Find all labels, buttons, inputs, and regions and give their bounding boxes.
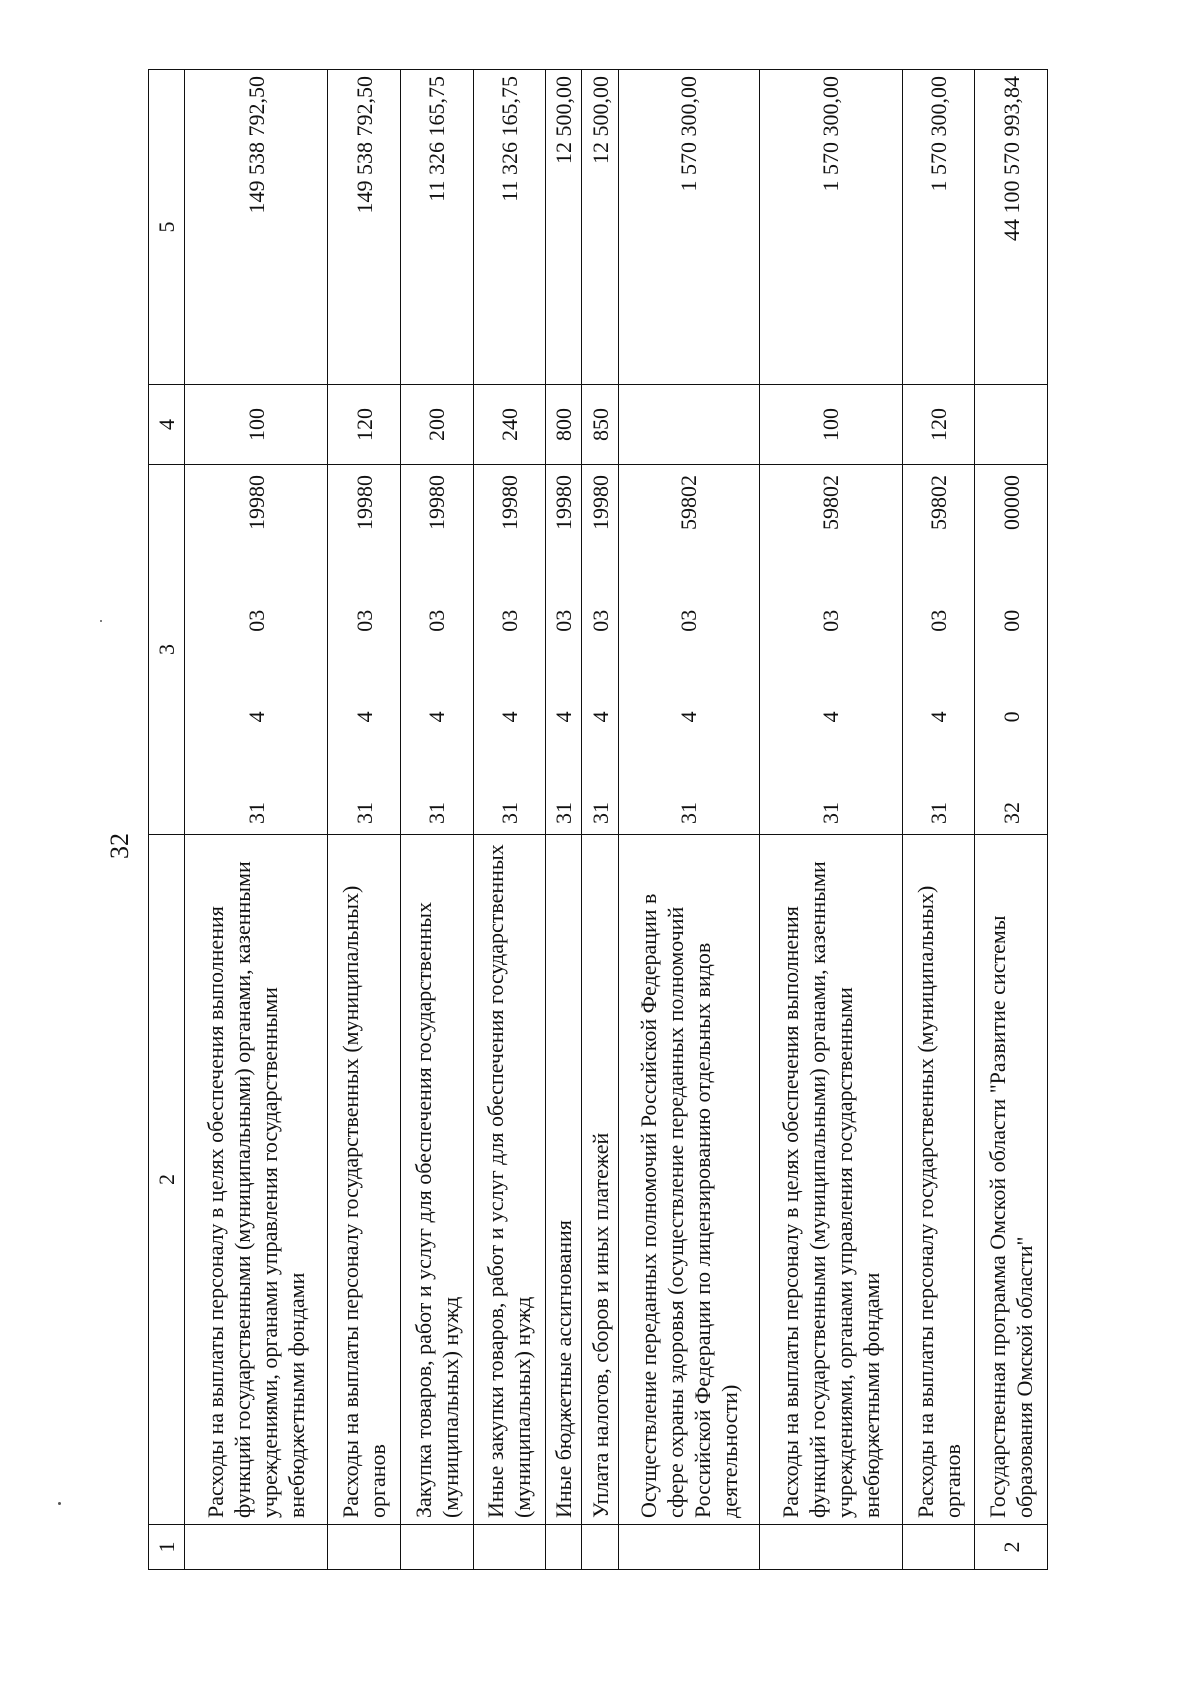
row-code bbox=[473, 465, 546, 835]
table-row bbox=[975, 70, 1048, 1570]
table-row bbox=[400, 70, 473, 1570]
code-part: 31 bbox=[351, 802, 377, 824]
row-amount: 12 500,00 bbox=[582, 70, 618, 385]
row-type: 100 bbox=[759, 385, 902, 465]
code-part: 19980 bbox=[496, 475, 522, 531]
row-number bbox=[618, 1525, 759, 1570]
row-amount: 1 570 300,00 bbox=[759, 70, 902, 385]
scan-speck bbox=[100, 620, 102, 622]
header-col-2: 2 bbox=[149, 835, 185, 1525]
code-part: 03 bbox=[676, 609, 702, 632]
table-row bbox=[473, 70, 546, 1570]
header-col-5: 5 bbox=[149, 70, 185, 385]
code-part: 59802 bbox=[676, 475, 702, 531]
code-part: 4 bbox=[926, 711, 952, 723]
row-name: Расходы на выплаты персоналу в целях обеспечения выполнения функций государственными (муниципальными) органами, казенными учреждениями, органами управления государственными внебюджетными фондами bbox=[185, 835, 328, 1525]
row-number: 2 bbox=[975, 1525, 1048, 1570]
row-amount: 11 326 165,75 bbox=[473, 70, 546, 385]
row-number bbox=[582, 1525, 618, 1570]
row-type bbox=[618, 385, 759, 465]
code-part: 4 bbox=[676, 711, 702, 723]
code-part: 31 bbox=[676, 802, 702, 824]
row-type: 100 bbox=[185, 385, 328, 465]
row-type: 800 bbox=[546, 385, 582, 465]
code-part: 31 bbox=[818, 802, 844, 824]
row-number bbox=[400, 1525, 473, 1570]
code-part: 0 bbox=[998, 711, 1024, 723]
code-part: 19980 bbox=[243, 475, 269, 531]
table-row bbox=[759, 70, 902, 1570]
row-number bbox=[759, 1525, 902, 1570]
row-type: 120 bbox=[328, 385, 401, 465]
row-name: Иные закупки товаров, работ и услуг для обеспечения государственных (муниципальных) нужд bbox=[473, 835, 546, 1525]
code-part: 31 bbox=[243, 802, 269, 824]
row-type: 850 bbox=[582, 385, 618, 465]
row-name: Расходы на выплаты персоналу в целях обеспечения выполнения функций государственными (муниципальными) органами, казенными учреждениями, органами управления государственными внебюджетными фондами bbox=[759, 835, 902, 1525]
row-code bbox=[546, 465, 582, 835]
row-name: Осуществление переданных полномочий Российской Федерации в сфере охраны здоровья (осуществление переданных полномочий Российской Федерации по лицензированию отдельных видов деятельности) bbox=[618, 835, 759, 1525]
rotated-table-wrapper bbox=[148, 70, 1048, 1570]
table-row bbox=[902, 70, 975, 1570]
code-part: 19980 bbox=[551, 475, 577, 531]
row-amount: 11 326 165,75 bbox=[400, 70, 473, 385]
code-part: 03 bbox=[551, 609, 577, 632]
row-code bbox=[328, 465, 401, 835]
header-col-1: 1 bbox=[149, 1525, 185, 1570]
code-part: 03 bbox=[926, 609, 952, 632]
row-type: 120 bbox=[902, 385, 975, 465]
budget-table bbox=[148, 69, 1048, 1570]
row-code bbox=[975, 465, 1048, 835]
row-code bbox=[618, 465, 759, 835]
row-number bbox=[328, 1525, 401, 1570]
row-number bbox=[902, 1525, 975, 1570]
code-part: 19980 bbox=[424, 475, 450, 531]
table-row bbox=[185, 70, 328, 1570]
row-amount: 44 100 570 993,84 bbox=[975, 70, 1048, 385]
row-code bbox=[902, 465, 975, 835]
row-amount: 149 538 792,50 bbox=[328, 70, 401, 385]
row-number bbox=[185, 1525, 328, 1570]
row-code bbox=[759, 465, 902, 835]
code-part: 4 bbox=[351, 711, 377, 723]
table-row bbox=[546, 70, 582, 1570]
code-part: 00 bbox=[998, 609, 1024, 632]
code-part: 59802 bbox=[926, 475, 952, 531]
row-type bbox=[975, 385, 1048, 465]
row-amount: 1 570 300,00 bbox=[618, 70, 759, 385]
row-name: Расходы на выплаты персоналу государственных (муниципальных) органов bbox=[902, 835, 975, 1525]
row-name: Закупка товаров, работ и услуг для обеспечения государственных (муниципальных) нужд bbox=[400, 835, 473, 1525]
code-part: 31 bbox=[551, 802, 577, 824]
code-part: 03 bbox=[424, 609, 450, 632]
code-part: 31 bbox=[926, 802, 952, 824]
table-row bbox=[582, 70, 618, 1570]
row-name: Иные бюджетные ассигнования bbox=[546, 835, 582, 1525]
code-part: 32 bbox=[998, 802, 1024, 824]
code-part: 03 bbox=[243, 609, 269, 632]
row-type: 240 bbox=[473, 385, 546, 465]
row-name: Государственная программа Омской области "Развитие системы образования Омской области" bbox=[975, 835, 1048, 1525]
row-name: Уплата налогов, сборов и иных платежей bbox=[582, 835, 618, 1525]
code-part: 03 bbox=[587, 609, 613, 632]
code-part: 4 bbox=[243, 711, 269, 723]
code-part: 59802 bbox=[818, 475, 844, 531]
row-type: 200 bbox=[400, 385, 473, 465]
row-code bbox=[400, 465, 473, 835]
row-amount: 12 500,00 bbox=[546, 70, 582, 385]
code-part: 4 bbox=[818, 711, 844, 723]
page-number: 32 bbox=[105, 833, 134, 859]
table-row bbox=[328, 70, 401, 1570]
row-code bbox=[185, 465, 328, 835]
code-part: 4 bbox=[424, 711, 450, 723]
code-part: 03 bbox=[351, 609, 377, 632]
code-part: 4 bbox=[587, 711, 613, 723]
row-code bbox=[582, 465, 618, 835]
code-part: 03 bbox=[496, 609, 522, 632]
row-number bbox=[473, 1525, 546, 1570]
code-part: 4 bbox=[496, 711, 522, 723]
code-part: 03 bbox=[818, 609, 844, 632]
table-header-row bbox=[149, 70, 185, 1570]
row-amount: 1 570 300,00 bbox=[902, 70, 975, 385]
code-part: 19980 bbox=[351, 475, 377, 531]
code-part: 31 bbox=[424, 802, 450, 824]
code-part: 00000 bbox=[998, 475, 1024, 531]
row-amount: 149 538 792,50 bbox=[185, 70, 328, 385]
table-row bbox=[618, 70, 759, 1570]
scan-speck bbox=[58, 1502, 61, 1505]
code-part: 4 bbox=[551, 711, 577, 723]
code-part: 31 bbox=[587, 802, 613, 824]
header-col-3: 3 bbox=[149, 465, 185, 835]
header-col-4: 4 bbox=[149, 385, 185, 465]
row-number bbox=[546, 1525, 582, 1570]
code-part: 31 bbox=[496, 802, 522, 824]
row-name: Расходы на выплаты персоналу государственных (муниципальных) органов bbox=[328, 835, 401, 1525]
code-part: 19980 bbox=[587, 475, 613, 531]
